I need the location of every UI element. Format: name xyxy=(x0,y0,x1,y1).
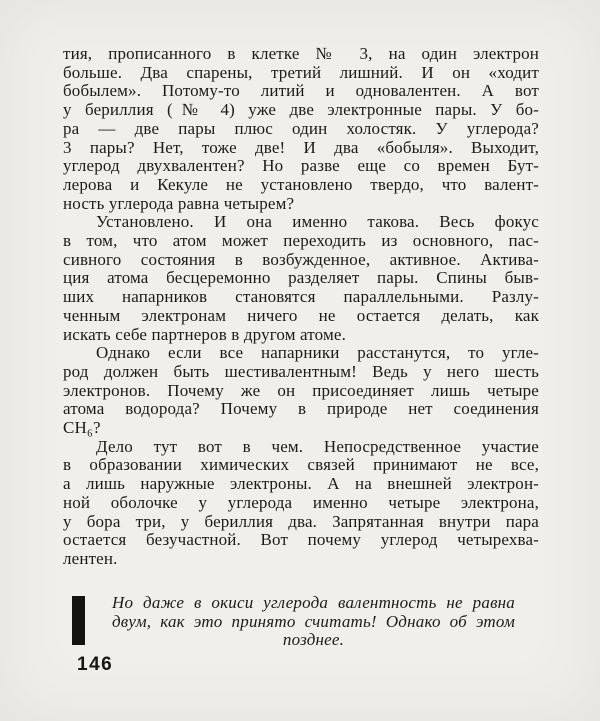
paragraph-3 xyxy=(63,344,539,438)
paragraph-1 xyxy=(63,45,539,213)
text-line: Однако если все напарники расстанутся, то угле- xyxy=(96,343,539,363)
text-line: углерод двухвалентен? Но разве еще со времен Бут- xyxy=(63,156,539,176)
text-line: род должен быть шестивалентным! Ведь у него шесть xyxy=(63,361,539,381)
paragraph-2 xyxy=(63,213,539,344)
text-line: лентен. xyxy=(63,548,118,568)
text-line: ших напарников становятся параллельными. Разлу- xyxy=(63,287,539,307)
text-line: у бериллия (№ 4) уже две электронные пары. У бо- xyxy=(63,100,539,120)
text-line: ной оболочке у углерода именно четыре электрона, xyxy=(63,492,539,512)
page-number: 146 xyxy=(77,654,114,675)
quote-sidebar-rule xyxy=(72,596,85,645)
paragraph-4 xyxy=(63,438,539,569)
text-line: сивного состояния в возбужденное, активное. Актива- xyxy=(63,249,539,269)
body-text xyxy=(63,45,539,569)
text-line: ра — две пары плюс один холостяк. У углерода? xyxy=(63,118,539,138)
text-line: ность углерода равна четырем? xyxy=(63,193,295,213)
text-line: больше. Два спарены, третий лишний. И он «ходит xyxy=(63,62,539,82)
quote-line: двум, как это принято считать! Однако об этом xyxy=(112,611,515,631)
text-line: электронов. Почему же он присоединяет лишь четыре xyxy=(63,380,539,400)
text-line: CH₆? xyxy=(63,418,101,438)
text-line: 3 пары? Нет, тоже две! И два «бобыля». Выходит, xyxy=(63,137,539,157)
text-line: ция атома бесцеремонно разделяет пары. Спины быв- xyxy=(63,268,539,288)
emphasized-note xyxy=(112,594,515,650)
text-line: в том, что атом может переходить из основного, пас- xyxy=(63,231,539,251)
quote-line: позднее. xyxy=(282,630,345,650)
text-line: а лишь наружные электроны. А на внешней электрон- xyxy=(63,474,539,494)
text-line: лерова и Кекуле не установлено твердо, что валент- xyxy=(63,174,539,194)
text-line: искать себе партнеров в другом атоме. xyxy=(63,324,346,344)
text-line: ченным электронам ничего не остается делать, как xyxy=(63,305,539,325)
quote-line: Но даже в окиси углерода валентность не равна xyxy=(112,593,515,612)
text-line: Установлено. И она именно такова. Весь фокус xyxy=(96,212,539,232)
text-line: Дело тут вот в чем. Непосредственное участие xyxy=(96,436,539,456)
text-line: бобылем». Потому-то литий и одновалентен. А вот xyxy=(63,81,539,101)
text-line: атома водорода? Почему в природе нет соединения xyxy=(63,399,539,419)
text-line: у бора три, у бериллия два. Запрятанная внутри пара xyxy=(63,511,539,531)
text-line: в образовании химических связей принимают не все, xyxy=(63,455,539,475)
text-line: остается безучастной. Вот почему углерод четырехва- xyxy=(63,530,539,550)
text-line: тия, прописанного в клетке № 3, на один электрон xyxy=(63,44,539,63)
